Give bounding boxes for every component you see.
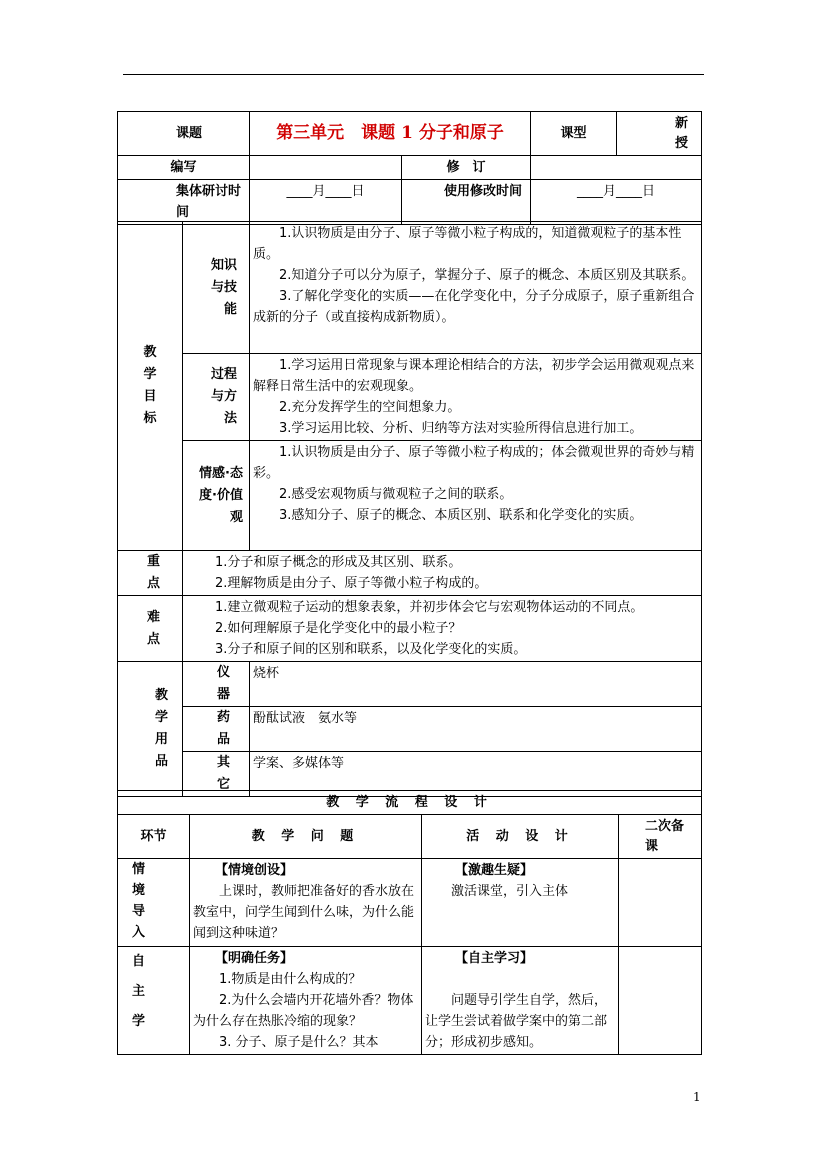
process-item: 1.学习运用日常现象与课本理论相结合的方法，初步学会运用微观观点来解释日常生活中的宏观现象。 <box>253 358 695 394</box>
flow-col-question: 教 学 问 题 <box>190 815 422 859</box>
flow-question-item: 1.物质是由什么构成的？ <box>219 972 362 987</box>
flow-second-cell <box>619 859 702 947</box>
usage-time-label: 使用修改时间 <box>402 180 531 225</box>
difficulty-item: 3.分子和原子间的区别和联系，以及化学变化的实质。 <box>215 642 527 657</box>
research-time-label: 集体研讨时间 <box>118 180 250 225</box>
flow-activity-title: 【激趣生疑】 <box>455 863 534 878</box>
attitude-items <box>250 441 702 551</box>
key-point-item: 2.理解物质是由分子、原子等微小粒子构成的。 <box>215 576 488 591</box>
key-points-label: 重点 <box>118 551 183 596</box>
usage-date: ____月____日 <box>531 180 702 225</box>
revise-value <box>531 156 702 180</box>
process-item: 2.充分发挥学生的空间想象力。 <box>279 400 461 415</box>
knowledge-items <box>250 222 702 354</box>
attitude-item: 2.感受宏观物质与微观粒子之间的联系。 <box>279 487 513 502</box>
instruments-value: 烧杯 <box>250 662 702 707</box>
reagents-value: 酚酞试液 氨水等 <box>250 707 702 752</box>
flow-second-cell <box>619 947 702 1055</box>
flow-activity-cell <box>422 859 619 947</box>
lesson-label: 课题 <box>118 112 250 156</box>
research-date: ____月____日 <box>250 180 402 225</box>
flow-question-title: 【情境创设】 <box>215 863 294 878</box>
lesson-type-label: 课型 <box>531 112 617 156</box>
process-items <box>250 354 702 441</box>
supplies-label: 教学用品 <box>118 662 183 797</box>
knowledge-item: 1.认识物质是由分子、原子等微小粒子构成的，知道微观粒子的基本性质。 <box>253 226 682 262</box>
knowledge-item: 2.知道分子可以分为原子，掌握分子、原子的概念、本质区别及其联系。 <box>279 268 695 283</box>
flow-col-second: 二次备课 <box>619 815 702 859</box>
process-item: 3.学习运用比较、分析、归纳等方法对实验所得信息进行加工。 <box>279 421 643 436</box>
key-points-items <box>183 551 702 596</box>
flow-activity-cell <box>422 947 619 1055</box>
instruments-label: 仪器 <box>183 662 250 707</box>
flow-stage: 情境导入 <box>118 859 190 947</box>
difficulties-items <box>183 596 702 662</box>
flow-title: 教 学 流 程 设 计 <box>118 791 702 815</box>
others-label: 其它 <box>183 752 250 797</box>
revise-label: 修 订 <box>402 156 531 180</box>
flow-question-item: 3. 分子、原子是什么？其本 <box>219 1035 379 1050</box>
flow-table <box>117 790 702 1055</box>
difficulty-item: 1.建立微观粒子运动的想象表象，并初步体会它与宏观物体运动的不同点。 <box>215 600 644 615</box>
flow-col-stage: 环节 <box>118 815 190 859</box>
difficulties-label: 难点 <box>118 596 183 662</box>
flow-question-title: 【明确任务】 <box>215 951 294 966</box>
key-point-item: 1.分子和原子概念的形成及其区别、联系。 <box>215 555 462 570</box>
flow-stage: 自主学 <box>118 947 190 1055</box>
flow-activity-text: 激活课堂，引入主体 <box>451 884 569 899</box>
editor-label: 编写 <box>118 156 250 180</box>
header-rule <box>123 74 704 75</box>
page-number: 1 <box>693 1090 701 1104</box>
editor-value <box>250 156 402 180</box>
knowledge-item: 3.了解化学变化的实质——在化学变化中，分子分成原子，原子重新组合成新的分子（或直接构成新物质）。 <box>253 289 695 325</box>
attitude-item: 1.认识物质是由分子、原子等微小粒子构成的；体会微观世界的奇妙与精彩。 <box>253 445 695 481</box>
flow-question-item: 2.为什么会墙内开花墙外香？物体为什么存在热胀冷缩的现象？ <box>193 993 414 1029</box>
lesson-title: 第三单元 课题 1 分子和原子 <box>250 112 531 156</box>
others-value: 学案、多媒体等 <box>250 752 702 797</box>
lesson-info-table <box>117 111 702 225</box>
attitude-label: 情感·态度·价值观 <box>183 441 250 551</box>
reagents-label: 药品 <box>183 707 250 752</box>
flow-question-cell <box>190 947 422 1055</box>
flow-activity-text: 问题导引学生自学，然后，让学生尝试着做学案中的第二部分；形成初步感知。 <box>425 993 608 1050</box>
lesson-type-value: 新授 <box>617 112 702 156</box>
attitude-item: 3.感知分子、原子的概念、本质区别、联系和化学变化的实质。 <box>279 508 643 523</box>
objectives-table <box>117 221 702 797</box>
flow-question-cell <box>190 859 422 947</box>
process-label: 过程与方法 <box>183 354 250 441</box>
difficulty-item: 2.如何理解原子是化学变化中的最小粒子？ <box>215 621 462 636</box>
flow-col-activity: 活 动 设 计 <box>422 815 619 859</box>
objectives-label: 教学目标 <box>118 222 183 551</box>
flow-activity-title: 【自主学习】 <box>455 951 534 966</box>
flow-question-text: 上课时，教师把准备好的香水放在教室中，问学生闻到什么味，为什么能闻到这种味道？ <box>193 884 415 941</box>
knowledge-label: 知识与技能 <box>183 222 250 354</box>
